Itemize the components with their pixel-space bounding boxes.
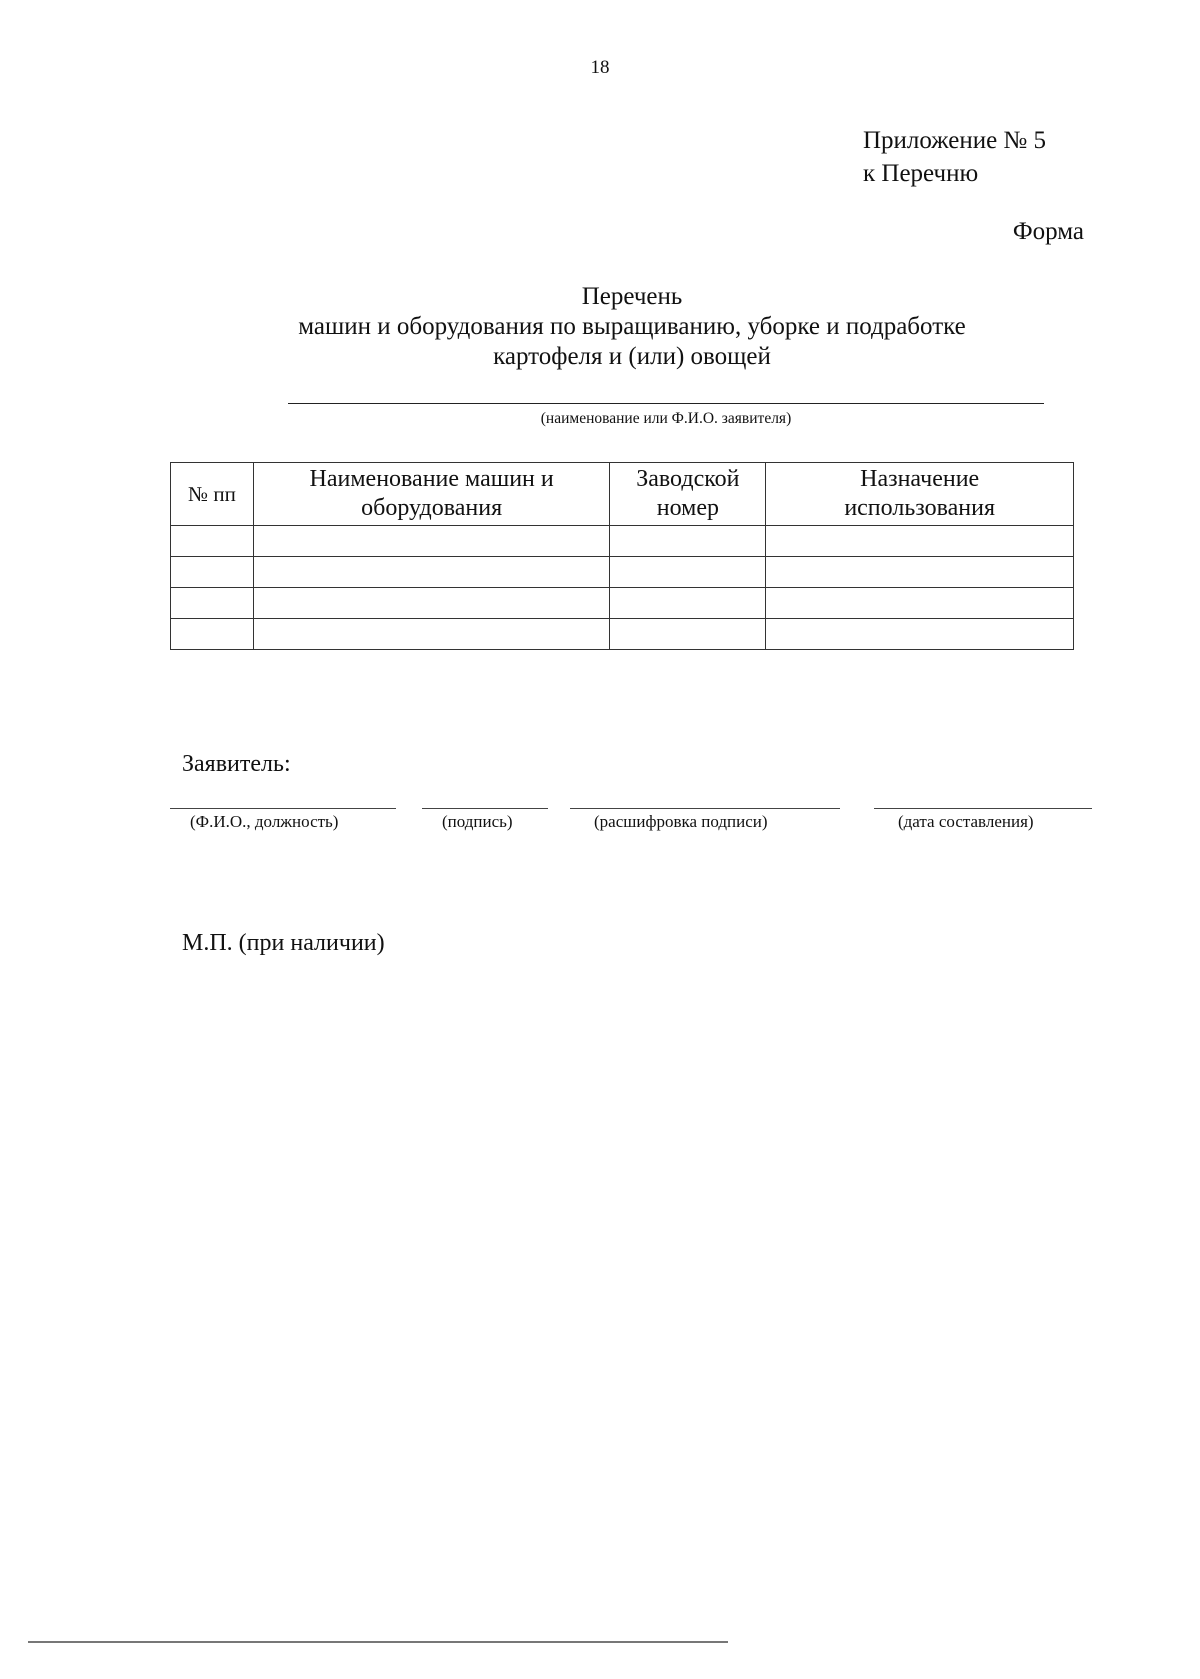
table-cell[interactable] <box>171 557 254 588</box>
appendix-reference <box>863 124 1046 190</box>
table-cell[interactable] <box>766 557 1074 588</box>
title-line-2: машин и оборудования по выращиванию, уборке и подработке <box>298 313 966 340</box>
signature-caption: (подпись) <box>442 812 513 831</box>
applicant-label: Заявитель: <box>182 751 291 777</box>
header-serial-line1: Заводской <box>636 466 740 492</box>
table-cell[interactable] <box>171 526 254 557</box>
header-purpose-line1: Назначение <box>860 466 980 492</box>
table-cell[interactable] <box>766 526 1074 557</box>
header-purpose <box>766 463 1074 526</box>
title-line-3: картофеля и (или) овощей <box>493 343 771 370</box>
appendix-line: Приложение № 5 <box>863 127 1047 154</box>
table-cell[interactable] <box>253 557 610 588</box>
page-number: 18 <box>590 57 610 78</box>
table-cell[interactable] <box>171 588 254 619</box>
applicant-name-line <box>288 403 1044 404</box>
table-row <box>171 588 1074 619</box>
fio-signature-line <box>170 808 396 809</box>
footer-rule <box>28 1641 728 1643</box>
table-header-row <box>171 463 1074 526</box>
date-caption: (дата составления) <box>898 812 1034 831</box>
table-cell[interactable] <box>610 557 766 588</box>
table-cell[interactable] <box>253 526 610 557</box>
table-cell[interactable] <box>610 588 766 619</box>
header-serial-number <box>610 463 766 526</box>
header-equipment-name-line1: Наименование машин и <box>309 466 554 492</box>
table-cell[interactable] <box>253 588 610 619</box>
table-row <box>171 557 1074 588</box>
seal-label: М.П. (при наличии) <box>182 930 385 956</box>
table-cell[interactable] <box>171 619 254 650</box>
title-line-1: Перечень <box>581 283 683 310</box>
header-purpose-line2: использования <box>844 495 995 521</box>
signature-line <box>422 808 548 809</box>
appendix-parent-line: к Перечню <box>863 160 979 187</box>
date-signature-line <box>874 808 1092 809</box>
table-cell[interactable] <box>766 588 1074 619</box>
document-title <box>0 282 1200 372</box>
header-equipment-name-line2: оборудования <box>361 495 503 521</box>
decoding-caption: (расшифровка подписи) <box>594 812 768 831</box>
table-row <box>171 526 1074 557</box>
form-label: Форма <box>1012 218 1084 245</box>
table-row <box>171 619 1074 650</box>
table-cell[interactable] <box>610 526 766 557</box>
fio-caption: (Ф.И.О., должность) <box>190 812 339 831</box>
equipment-table <box>170 462 1074 650</box>
table-cell[interactable] <box>253 619 610 650</box>
table-cell[interactable] <box>766 619 1074 650</box>
header-number: № пп <box>171 463 254 526</box>
header-equipment-name <box>253 463 610 526</box>
table-cell[interactable] <box>610 619 766 650</box>
decoding-signature-line <box>570 808 840 809</box>
applicant-name-caption: (наименование или Ф.И.О. заявителя) <box>540 410 792 427</box>
header-serial-line2: номер <box>656 495 719 521</box>
